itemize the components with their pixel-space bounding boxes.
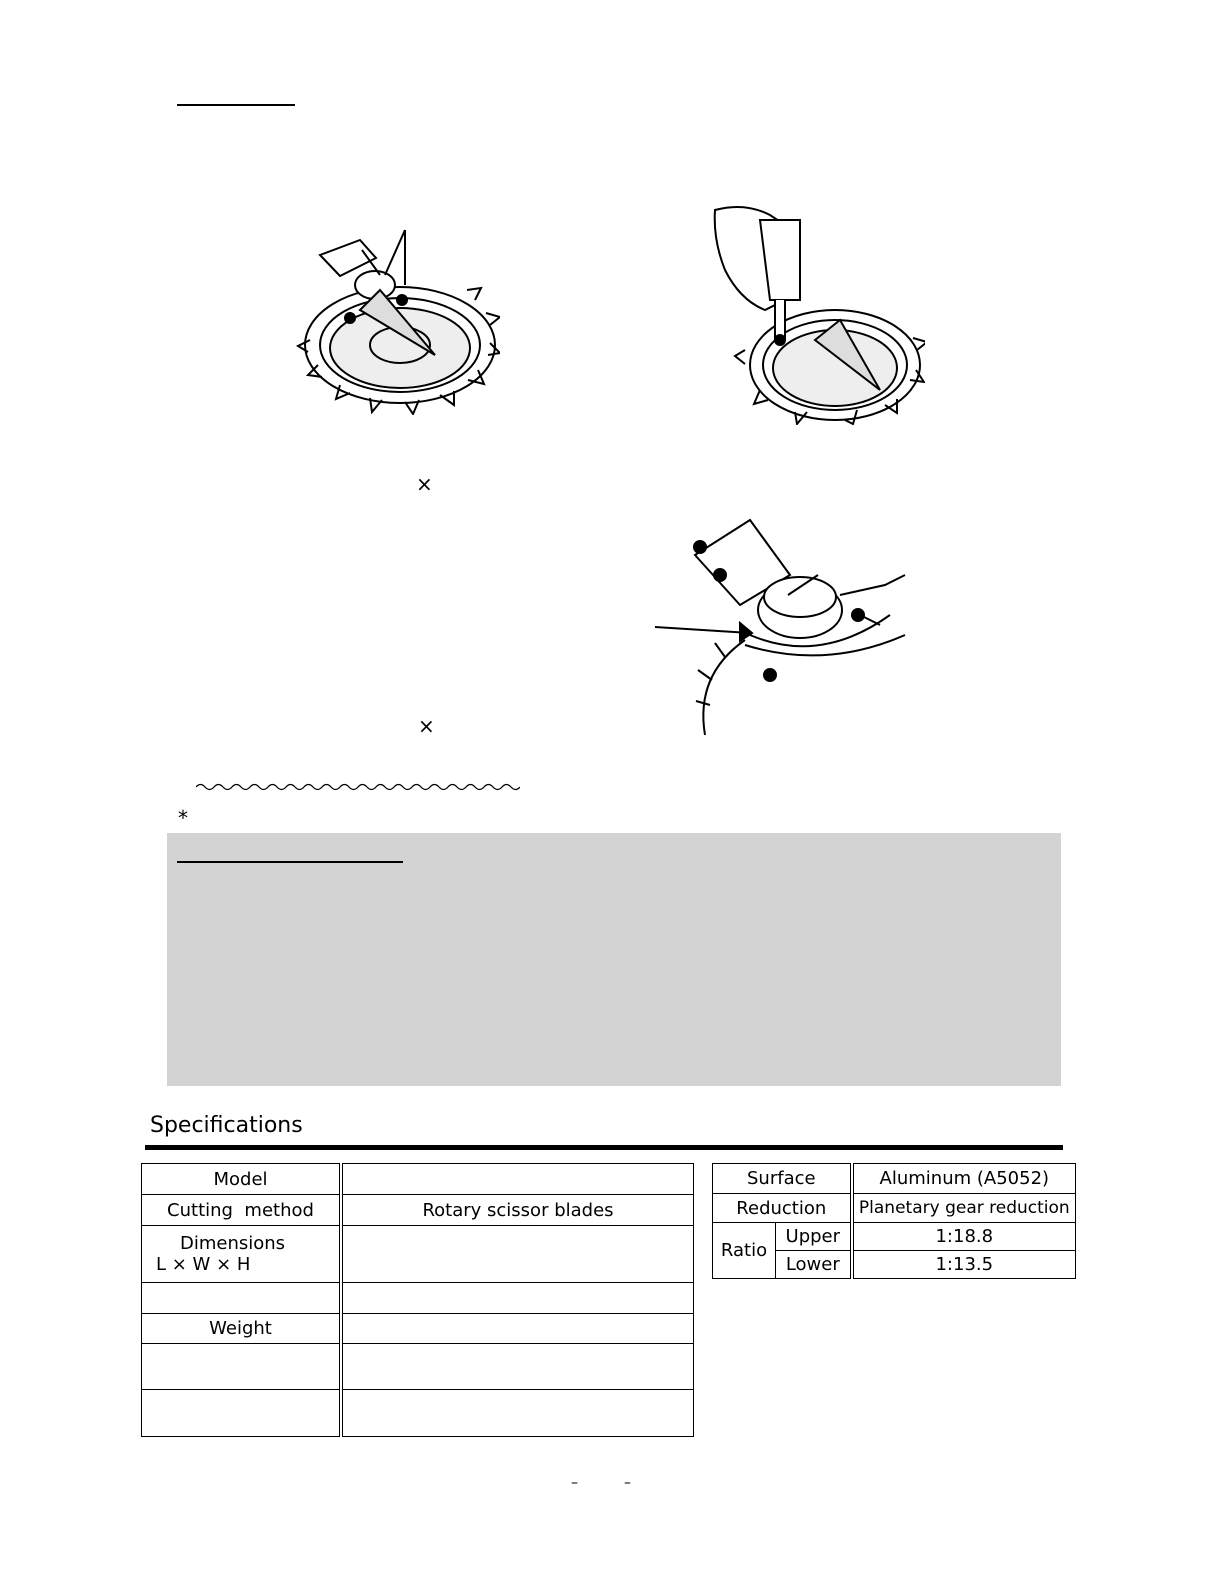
blade-assembly-figure-1 bbox=[290, 220, 500, 415]
reduction-label: Reduction bbox=[713, 1194, 852, 1223]
table-row bbox=[142, 1226, 694, 1283]
heading-underline bbox=[177, 104, 295, 106]
table-row bbox=[142, 1195, 694, 1226]
upper-value: 1:18.8 bbox=[852, 1223, 1076, 1251]
spec-label bbox=[142, 1390, 342, 1437]
notice-box bbox=[167, 833, 1061, 1086]
spec-value: Rotary scissor blades bbox=[341, 1195, 694, 1226]
specifications-table-left bbox=[141, 1163, 694, 1437]
reduction-value: Planetary gear reduction bbox=[852, 1194, 1076, 1223]
table-row bbox=[713, 1223, 1076, 1251]
page-mark: – bbox=[571, 1475, 578, 1491]
page-mark: – bbox=[624, 1475, 631, 1491]
table-row bbox=[142, 1344, 694, 1390]
table-row bbox=[142, 1164, 694, 1195]
table-row bbox=[713, 1194, 1076, 1223]
times-symbol: × bbox=[416, 472, 433, 496]
table-row bbox=[142, 1390, 694, 1437]
specifications-rule bbox=[145, 1145, 1063, 1150]
lower-label: Lower bbox=[776, 1251, 852, 1279]
lower-value: 1:13.5 bbox=[852, 1251, 1076, 1279]
specifications-title: Specifications bbox=[150, 1113, 303, 1138]
times-symbol: × bbox=[418, 714, 435, 738]
table-row bbox=[713, 1164, 1076, 1194]
surface-label: Surface bbox=[713, 1164, 852, 1194]
spec-label bbox=[142, 1226, 342, 1283]
table-row bbox=[142, 1283, 694, 1314]
grease-application-figure bbox=[705, 200, 925, 425]
notice-heading-underline bbox=[177, 861, 403, 863]
spec-label bbox=[142, 1283, 342, 1314]
dimensions-formula: L × W × H bbox=[156, 1254, 251, 1275]
spec-label: Cutting method bbox=[142, 1195, 342, 1226]
spec-value bbox=[341, 1344, 694, 1390]
surface-value: Aluminum (A5052) bbox=[852, 1164, 1076, 1194]
spec-value bbox=[341, 1164, 694, 1195]
table-row bbox=[142, 1314, 694, 1344]
spec-value bbox=[341, 1226, 694, 1283]
ratio-label: Ratio bbox=[713, 1223, 776, 1279]
asterisk-mark: * bbox=[178, 806, 188, 830]
spec-value bbox=[341, 1390, 694, 1437]
dimensions-label: Dimensions bbox=[180, 1233, 286, 1254]
spec-value bbox=[341, 1314, 694, 1344]
spec-label: Model bbox=[142, 1164, 342, 1195]
specifications-table-right bbox=[712, 1163, 1076, 1279]
spec-label bbox=[142, 1344, 342, 1390]
spec-value bbox=[341, 1283, 694, 1314]
wavy-underline bbox=[196, 782, 520, 792]
gearbox-closeup-figure bbox=[650, 505, 915, 745]
spec-label: Weight bbox=[142, 1314, 342, 1344]
upper-label: Upper bbox=[776, 1223, 852, 1251]
